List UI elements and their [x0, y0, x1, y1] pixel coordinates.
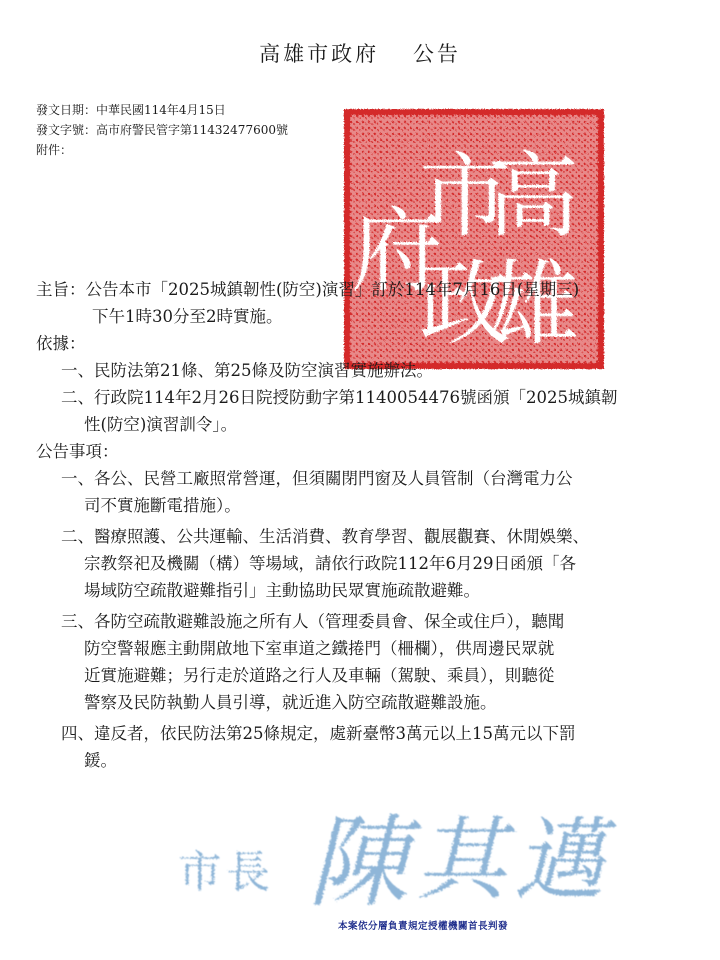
svg-text:市: 市 [178, 847, 222, 898]
subject-line-2: 下午1時30分至2時實施。 [92, 307, 283, 326]
notice-item-3-line-4: 警察及民防執勤人員引導，就近進入防空疏散避難設施。 [84, 693, 497, 712]
document-meta [36, 100, 288, 160]
document-number: 發文字號：高市府警民管字第11432477600號 [36, 123, 288, 137]
svg-text:市: 市 [418, 143, 512, 250]
notice-item-3-line-3: 近實施避難；另行走於道路之行人及車輛（駕駛、乘員），則聽從 [84, 666, 555, 685]
svg-text:長: 長 [226, 847, 270, 898]
notice-item-2-line-3: 場域防空疏散避難指引」主動協助民眾實施疏散避難。 [84, 581, 480, 600]
notice-item-2-line-2: 宗教祭祀及機關（構）等場域，請依行政院112年6月29日函頒「各 [84, 554, 576, 573]
basis-heading: 依據： [36, 334, 86, 353]
delegation-note: 本案依分層負責規定授權機關首長判發 [338, 921, 509, 932]
svg-text:雄: 雄 [486, 251, 580, 358]
mayor-signature [178, 795, 618, 915]
svg-text:高: 高 [486, 143, 580, 250]
page-title: 高雄市政府 公告 [259, 42, 461, 66]
svg-text:其: 其 [416, 808, 506, 913]
basis-item-2-line-2: 性(防空)演習訓令」。 [84, 415, 238, 434]
basis-item-1: 一、民防法第21條、第25條及防空演習實施辦法。 [61, 361, 433, 380]
notice-item-4-line-1: 四、違反者，依民防法第25條規定，處新臺幣3萬元以上15萬元以下罰 [61, 724, 576, 743]
notice-item-3-line-2: 防空警報應主動開啟地下室車道之鐵捲門（柵欄），供周邊民眾就 [84, 639, 555, 658]
svg-text:邁: 邁 [514, 808, 604, 913]
attachment-label: 附件： [36, 143, 73, 157]
issue-date: 發文日期：中華民國114年4月15日 [36, 103, 226, 117]
notice-item-2-line-1: 二、醫療照護、公共運輸、生活消費、教育學習、觀展觀賽、休閒娛樂、 [61, 527, 589, 546]
notice-item-4-line-2: 鍰。 [84, 751, 117, 770]
notice-item-1-line-2: 司不實施斷電措施）。 [84, 496, 241, 515]
svg-text:陳: 陳 [308, 804, 408, 915]
signature-graphic [178, 795, 618, 915]
basis-item-2-line-1: 二、行政院114年2月26日院授防動字第1140054476號函頒「2025城鎮韌 [61, 388, 618, 407]
notice-item-1-line-1: 一、各公、民營工廠照常營運，但須關閉門窗及人員管制（台灣電力公 [61, 469, 573, 488]
subject-line-1: 主旨：公告本市「2025城鎮韌性(防空)演習」訂於114年7月16日(星期三) [36, 280, 580, 299]
notices-heading: 公告事項： [36, 442, 119, 461]
announcement-body [36, 276, 696, 774]
notice-item-3-line-1: 三、各防空疏散避難設施之所有人（管理委員會、保全或住戶），聽聞 [61, 612, 565, 631]
svg-text:府: 府 [350, 198, 444, 305]
svg-text:政: 政 [418, 251, 512, 358]
